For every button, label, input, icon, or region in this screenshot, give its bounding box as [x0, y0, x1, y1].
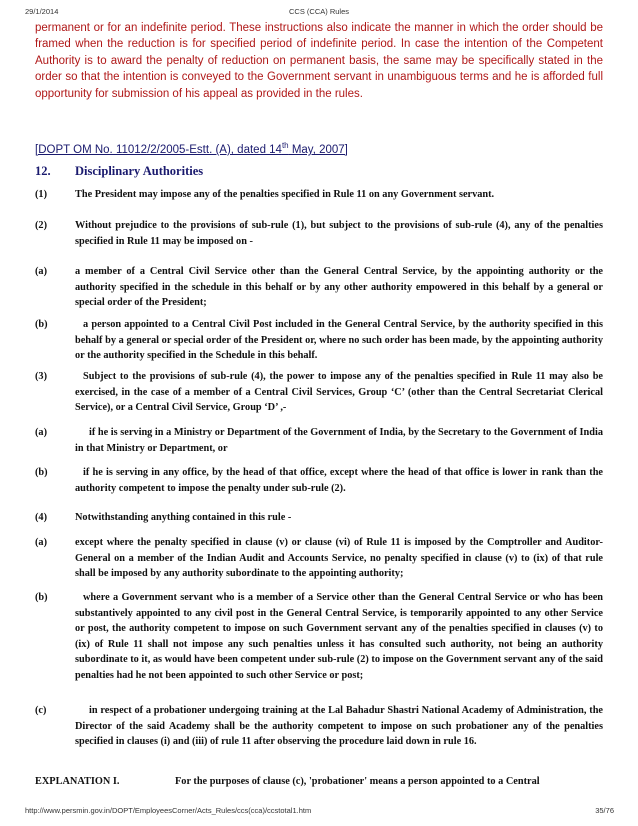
explanation-text: For the purposes of clause (c), 'probationer' means a person appointed to a Central [175, 776, 540, 787]
clause-label: (c) [35, 705, 47, 716]
page-number: 35/76 [595, 806, 614, 815]
clause-text: Notwithstanding anything contained in this rule - [75, 512, 292, 523]
dopt-reference-link[interactable] [35, 138, 603, 158]
clause-2a [35, 264, 603, 311]
clause-text: a person appointed to a Central Civil Post included in the General Central Service, by the authority specified in this behalf by a general or special order of the President or, where no such order has been made, by the appointing authority or the authority specified in the Schedule in this behalf. [75, 319, 603, 362]
reference-text-end: May, 2007] [288, 143, 348, 156]
explanation-label: EXPLANATION I. [35, 776, 120, 787]
intro-paragraph: permanent or for an indefinite period. These instructions also indicate the manner in which the order should be framed when the reduction is for specified period of indefinite period. In case the intention of the Competent Authority is to award the penalty of reduction on permanent basis, the same may be specifically stated in the order so that the intention is conveyed to the Government servant in unambiguous terms and he is afforded full opportunity for submission of his appeal as provided in the rules. [35, 22, 603, 100]
clause-3b [35, 465, 603, 496]
reference-superscript: th [281, 141, 289, 150]
clause-text: if he is serving in any office, by the head of that office, except where the head of that office is lower in rank than the authority competent to impose the penalty under sub-rule (2). [75, 467, 603, 494]
clause-2b [35, 317, 603, 364]
section-heading [35, 164, 603, 179]
explanation-line [35, 774, 603, 790]
clause-label: (3) [35, 371, 48, 382]
clause-text: a member of a Central Civil Service other than the General Central Service, by the appointing authority or the authority specified in the schedule in this behalf or by any other authority empowered in this behalf by a general or special order of the President; [75, 266, 603, 309]
reference-text: [DOPT OM No. 11012/2/2005-Estt. (A), dated 14 [35, 143, 282, 156]
clause-label: (b) [35, 592, 48, 603]
clause-label: (2) [35, 220, 48, 231]
clause-4c [35, 703, 603, 750]
clause-text: The President may impose any of the penalties specified in Rule 11 on any Government servant. [75, 189, 495, 200]
source-url: http://www.persmin.gov.in/DOPT/EmployeesCorner/Acts_Rules/ccs(cca)/ccstotal1.htm [25, 806, 312, 815]
clause-label: (a) [35, 427, 48, 438]
clause-4b [35, 590, 603, 684]
clause-4a [35, 535, 603, 582]
print-date: 29/1/2014 [25, 7, 59, 16]
document-title: CCS (CCA) Rules [288, 7, 349, 16]
clause-text: except where the penalty specified in clause (v) or clause (vi) of Rule 11 is imposed by the Comptroller and Auditor-General on a member of the Indian Audit and Accounts Service, no penalty specified in clause (v) to (ix) of that rule shall be imposed by any authority subordinate to the appointing authority; [75, 537, 603, 580]
clause-4 [35, 510, 603, 526]
section-number: 12. [35, 164, 51, 178]
clause-label: (1) [35, 189, 48, 200]
clause-text: if he is serving in a Ministry or Department of the Government of India, by the Secretary to the Government of India in that Ministry or Department, or [75, 427, 603, 454]
clause-label: (b) [35, 319, 48, 330]
clause-text: where a Government servant who is a member of a Service other than the General Central Service or who has been substantively appointed to any civil post in the General Central Service, is temporarily appointed to any other Service or post, the authority competent to impose on such Government servant any of the penalties specified in clauses (v) to (ix) of Rule 11 shall not impose any such penalties unless it has consulted such authority, not being an authority subordinate to it, as would have been competent under sub-rule (2) to impose on the Government servant any of the said penalties had he not been appointed to such other Service or post; [75, 592, 603, 681]
clause-label: (a) [35, 266, 48, 277]
clause-text: Without prejudice to the provisions of sub-rule (1), but subject to the provisions of sub-rule (4), any of the penalties specified in Rule 11 may be imposed on - [75, 220, 603, 247]
clause-1 [35, 187, 603, 203]
clause-2 [35, 218, 603, 249]
clause-label: (b) [35, 467, 48, 478]
clause-label: (4) [35, 512, 48, 523]
clause-3a [35, 425, 603, 456]
clause-label: (a) [35, 537, 48, 548]
clause-text: Subject to the provisions of sub-rule (4), the power to impose any of the penalties specified in Rule 11 may also be exercised, in the case of a member of a Central Civil Services, Group ‘C’ (other than the Central Secretariat Clerical Service), or a Central Civil Service, Group ‘D’ ,- [75, 371, 603, 414]
clause-3 [35, 369, 603, 416]
clause-text: in respect of a probationer undergoing training at the Lal Bahadur Shastri National Academy of Administration, the Director of the said Academy shall be the authority competent to impose on such probationer any of the penalties specified in clauses (i) and (iii) of rule 11 after observing the procedure laid down in rule 16. [75, 705, 603, 748]
section-title: Disciplinary Authorities [75, 164, 204, 178]
